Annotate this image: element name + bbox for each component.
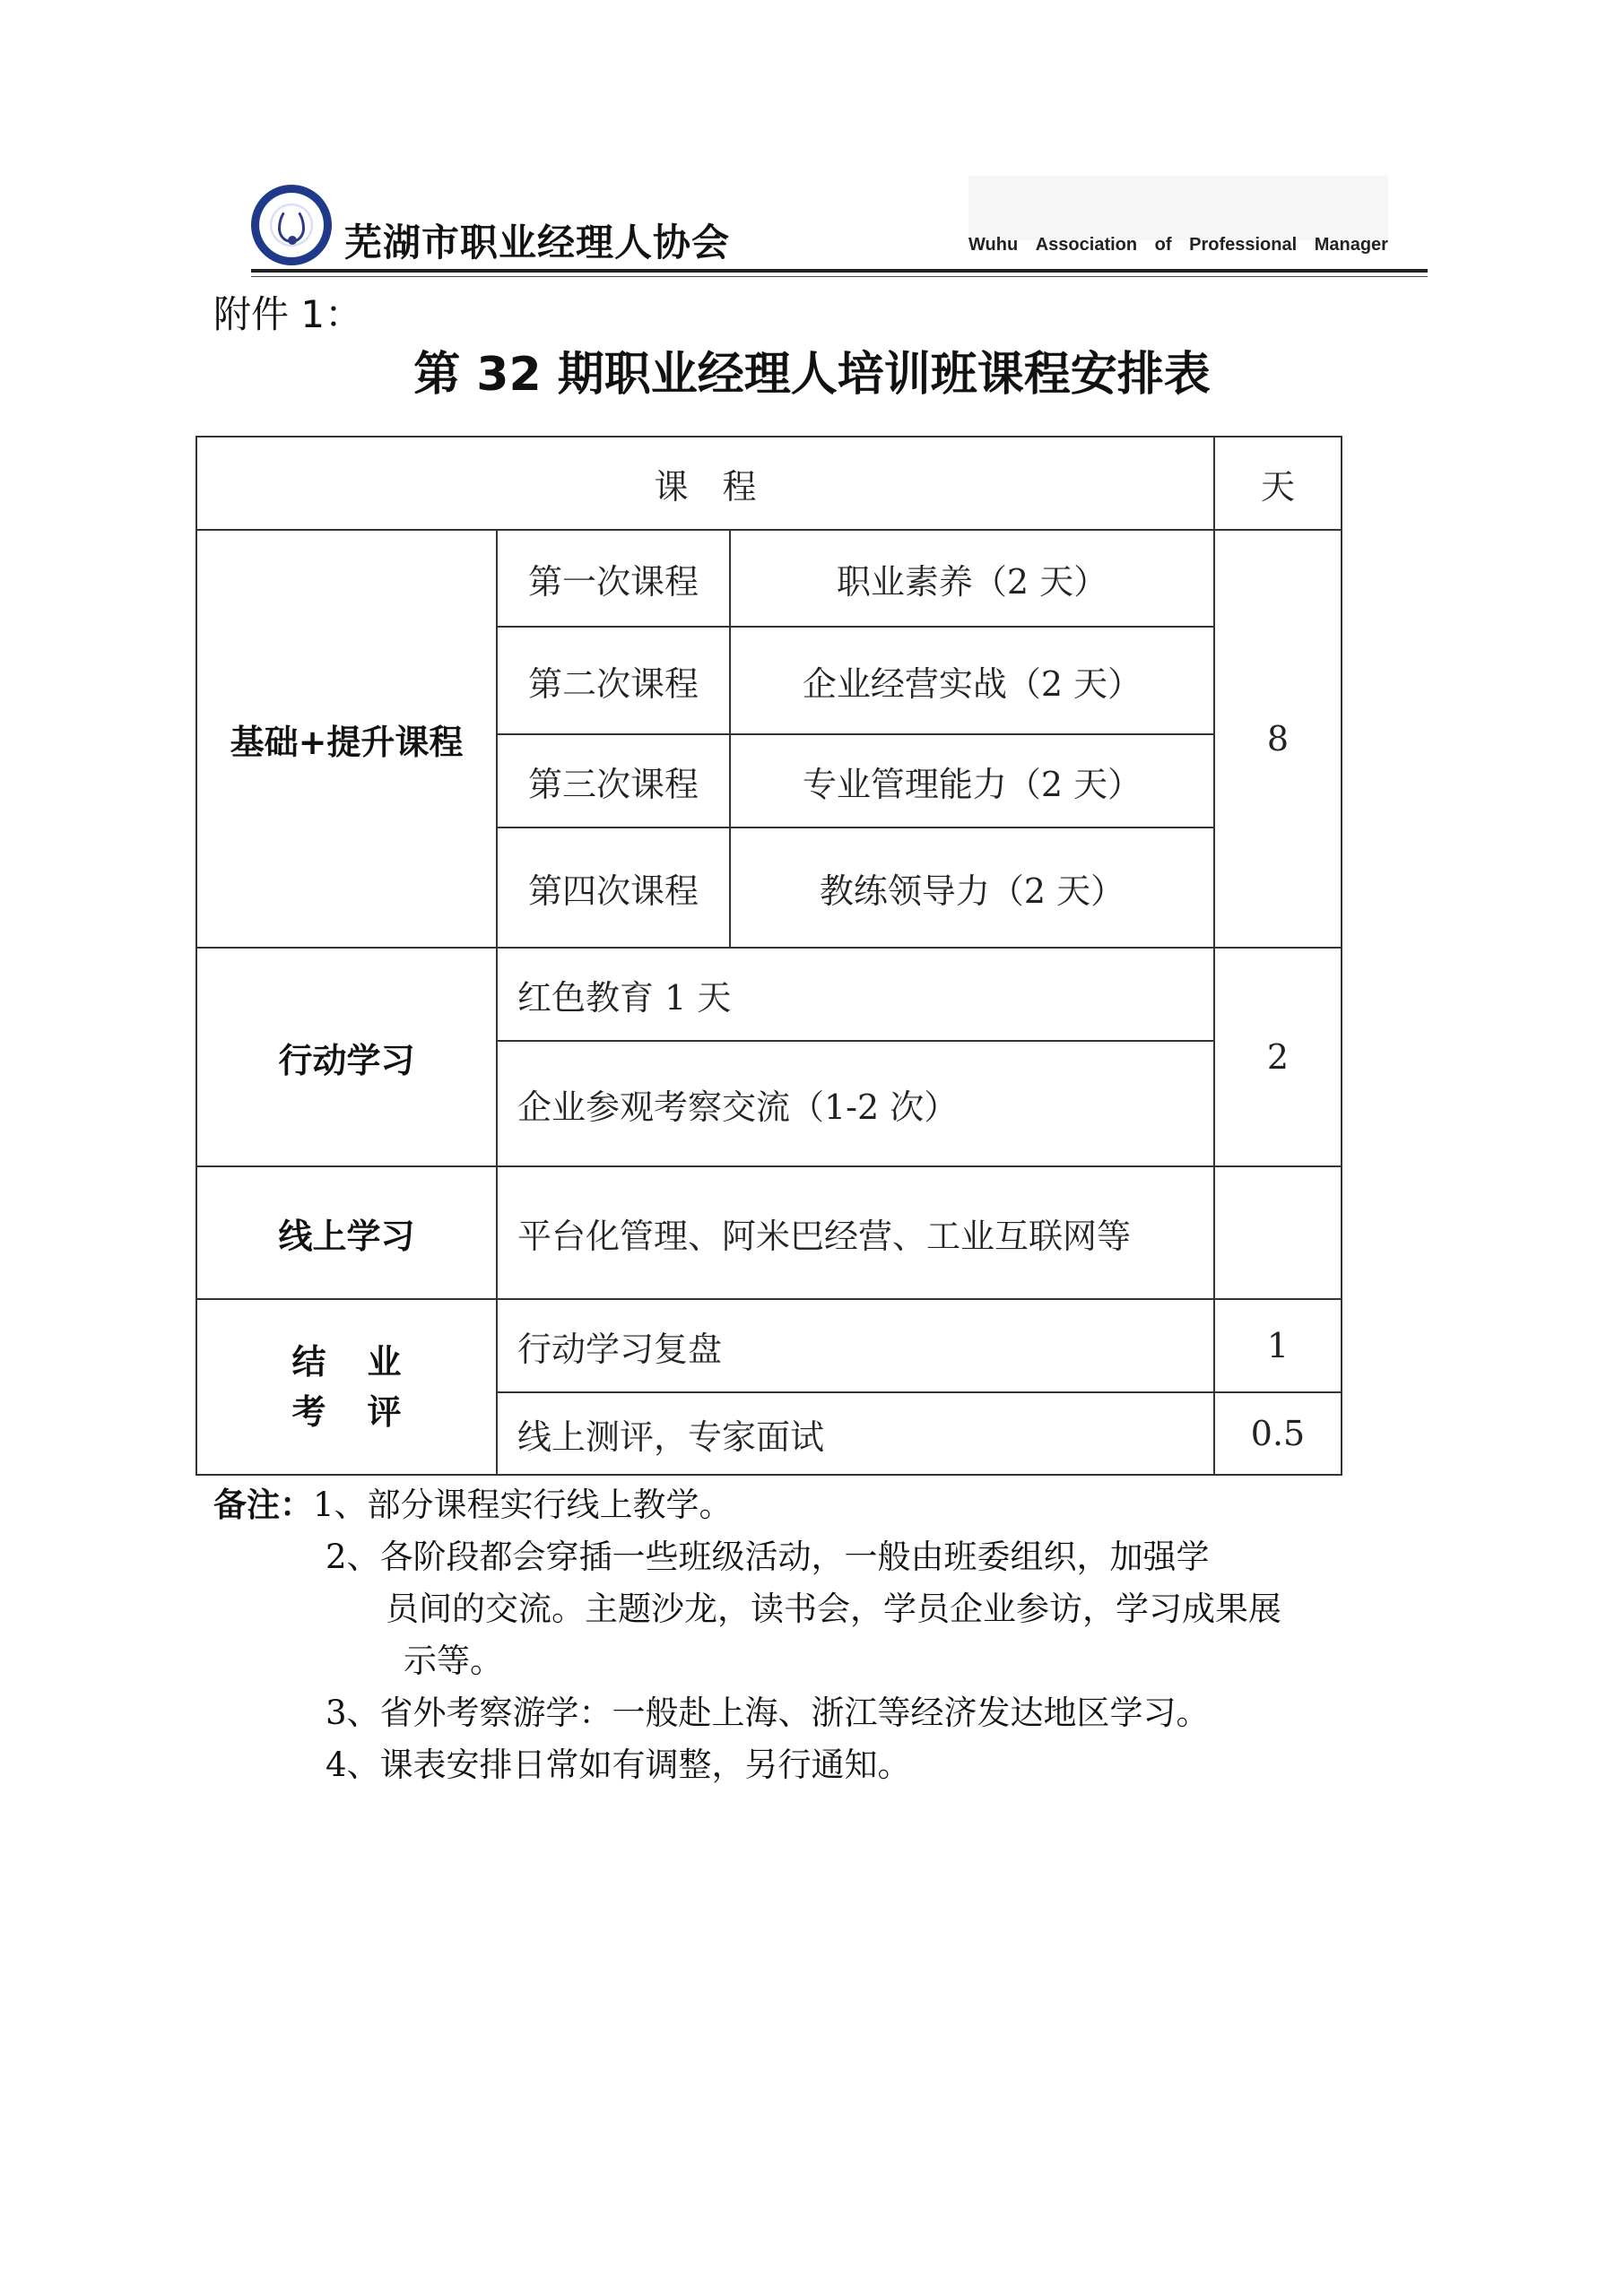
days-cell [1214,948,1342,1166]
days-cell [1214,530,1342,948]
course-cell [730,734,1214,827]
category-online-cell [196,1166,497,1299]
session-label: 第二次课程 [527,663,699,704]
session-label: 第三次课程 [527,764,699,804]
org-name-en-word: Association [1035,235,1138,255]
note-item: 员间的交流。主题沙龙，读书会，学员企业参访，学习成果展 [386,1590,1281,1628]
table-header-row [196,437,1342,530]
table-row [196,1166,1342,1299]
category-final-line: 结业 [291,1342,443,1382]
content-cell [497,1166,1214,1299]
course-label: 教练领导力（2 天） [819,871,1125,911]
session-label: 第四次课程 [527,871,699,911]
org-name-en-word: Professional [1189,235,1298,255]
course-label: 企业经营实战（2 天） [802,663,1142,704]
logo-dot [288,236,297,245]
category-action-cell [196,948,497,1166]
header-course-label: 课 程 [654,466,757,507]
session-cell [497,627,730,734]
table-row [196,530,1342,627]
category-final-line: 考评 [291,1392,443,1432]
days-value: 8 [1266,719,1290,758]
letterhead [251,176,1428,276]
course-cell [730,627,1214,734]
content-label: 线上测评，专家面试 [517,1417,825,1457]
header-shaded-box [968,176,1388,240]
category-basic-label: 基础+提升课程 [230,722,464,762]
header-course-cell [196,437,1214,530]
note-line [213,1531,1451,1583]
notes-label: 备注： [213,1486,313,1524]
note-line [213,1739,1451,1791]
org-name-cn: 芜湖市职业经理人协会 [344,221,731,264]
note-item: 4、课表安排日常如有调整，另行通知。 [326,1746,911,1784]
note-item: 2、各阶段都会穿插一些班级活动，一般由班委组织，加强学 [326,1538,1210,1576]
note-item: 1、部分课程实行线上教学。 [313,1486,733,1524]
association-seal-logo-icon [251,185,332,265]
note-line [213,1635,1451,1687]
category-final-label [250,1337,442,1437]
notes-section [213,1479,1451,1791]
note-line [213,1687,1451,1739]
org-name-en-word: Wuhu [968,235,1019,255]
session-cell [497,530,730,627]
document-title: 第 32 期职业经理人培训班课程安排表 [413,348,1211,402]
org-name-en-word: Manager [1314,235,1388,255]
course-schedule-table [195,436,1342,1476]
org-name-en-word: of [1154,235,1172,255]
header-divider-thick [251,269,1428,273]
note-line [213,1583,1451,1635]
table-row [196,948,1342,1041]
header-days-cell [1214,437,1342,530]
content-label: 行动学习复盘 [517,1329,723,1369]
content-label: 红色教育 1 天 [517,977,732,1018]
header-days-label: 天 [1260,466,1295,507]
session-cell [497,734,730,827]
days-cell [1214,1166,1342,1299]
note-item: 3、省外考察游学：一般赴上海、浙江等经济发达地区学习。 [326,1694,1210,1732]
org-name-en [968,235,1388,256]
header-divider-thin [251,276,1428,277]
days-cell [1214,1299,1342,1392]
session-label: 第一次课程 [527,561,699,602]
category-online-label: 线上学习 [278,1216,415,1256]
content-cell [497,1041,1214,1166]
course-cell [730,827,1214,948]
course-cell [730,530,1214,627]
content-cell [497,1392,1214,1475]
content-label: 企业参观考察交流（1-2 次） [517,1087,959,1127]
days-value: 2 [1266,1037,1290,1077]
content-label: 平台化管理、阿米巴经营、工业互联网等 [517,1216,1132,1256]
table-row [196,1299,1342,1392]
days-value: 0.5 [1250,1414,1306,1453]
course-label: 专业管理能力（2 天） [802,764,1142,804]
category-basic-cell [196,530,497,948]
note-line [213,1479,1451,1531]
days-cell [1214,1392,1342,1475]
category-action-label: 行动学习 [278,1040,415,1080]
course-label: 职业素养（2 天） [836,561,1108,602]
session-cell [497,827,730,948]
note-item: 示等。 [404,1642,503,1680]
category-final-cell [196,1299,497,1475]
attachment-label: 附件 1： [213,292,363,336]
content-cell [497,948,1214,1041]
days-value: 1 [1266,1326,1290,1365]
content-cell [497,1299,1214,1392]
